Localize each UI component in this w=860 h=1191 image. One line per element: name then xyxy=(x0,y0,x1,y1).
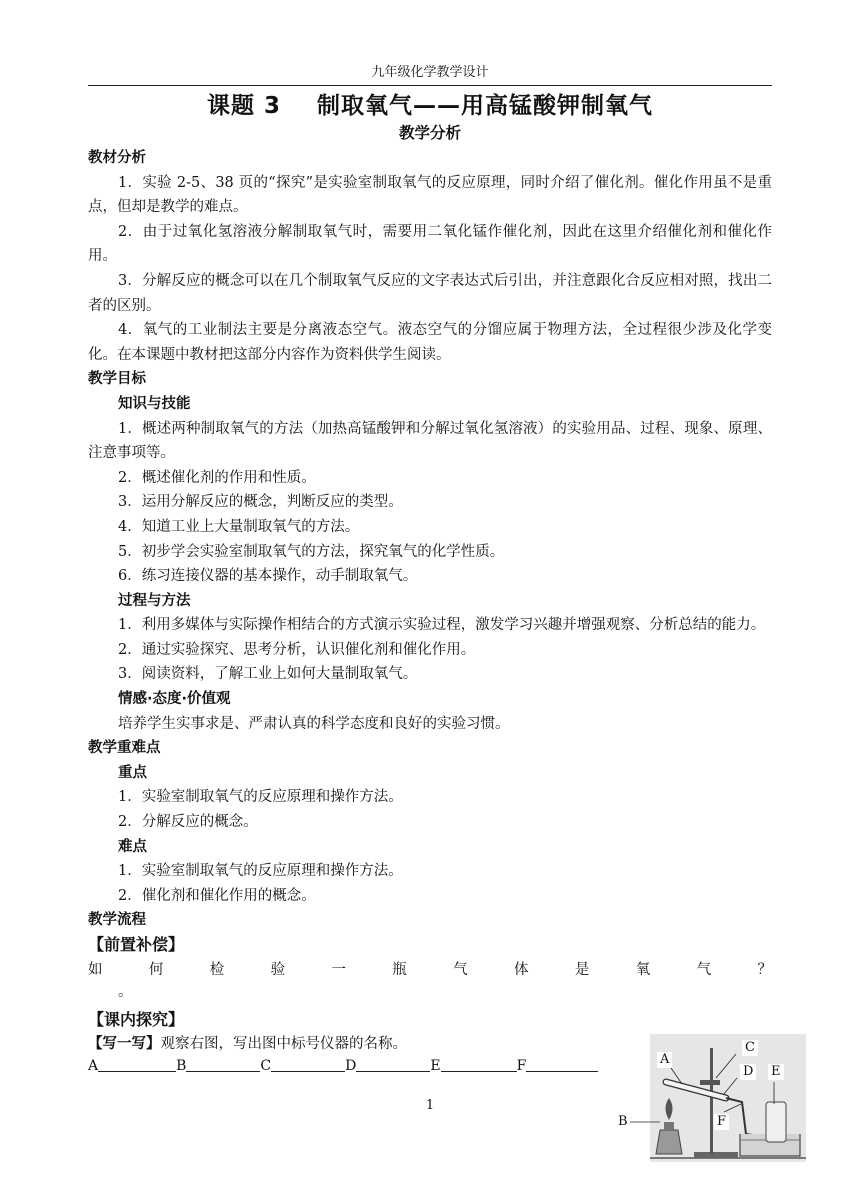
question-char: 如 xyxy=(88,961,103,978)
stand-base xyxy=(694,1152,738,1158)
knowledge-item: 6．练习连接仪器的基本操作，动手制取氧气。 xyxy=(118,568,418,585)
question-char: 体 xyxy=(514,961,529,978)
lesson-number: 课题 3 xyxy=(206,93,281,119)
blank-label-a: A xyxy=(88,1057,99,1074)
teaching-goals-heading: 教学目标 xyxy=(88,371,146,388)
blank-label-e: E xyxy=(430,1057,441,1074)
knowledge-item: 4．知道工业上大量制取氧气的方法。 xyxy=(118,518,360,535)
document-body xyxy=(88,146,772,1077)
knowledge-item: 5．初步学会实验室制取氧气的方法，探究氧气的化学性质。 xyxy=(118,543,505,560)
question-char: 验 xyxy=(270,961,286,978)
lesson-topic: 制取氧气——用高锰酸钾制氧气 xyxy=(317,93,653,119)
gas-collecting-bottle xyxy=(766,1102,786,1142)
write-task-label: 【写一写】 xyxy=(88,1035,161,1052)
focus-item: 2．分解反应的概念。 xyxy=(118,814,258,831)
material-paragraph: 3．分解反应的概念可以在几个制取氧气反应的文字表达式后引出，并注意跟化合反应相对照，找出二者的区别。 xyxy=(88,272,772,314)
knowledge-item: 3．运用分解反应的概念，判断反应的类型。 xyxy=(118,494,403,511)
answer-blank-f[interactable] xyxy=(526,1057,598,1072)
question-char: 检 xyxy=(209,961,225,978)
process-item: 3．阅读资料，了解工业上如何大量制取氧气。 xyxy=(118,666,418,683)
knowledge-item: 1．概述两种制取氧气的方法（加热高锰酸钾和分解过氧化氢溶液）的实验用品、过程、现象、原理、注意事项等。 xyxy=(88,420,772,462)
answer-blank-a[interactable] xyxy=(98,1057,176,1072)
inclass-heading: 【课内探究】 xyxy=(88,1010,185,1030)
process-item: 1．利用多媒体与实际操作相结合的方式演示实验过程，激发学习兴趣并增强观察、分析总结的能力。 xyxy=(118,617,766,634)
lesson-title xyxy=(88,90,772,122)
answer-blank-b[interactable] xyxy=(186,1057,260,1072)
apparatus-figure xyxy=(604,1034,808,1164)
alcohol-lamp xyxy=(656,1130,682,1154)
emotion-heading: 情感·态度·价值观 xyxy=(118,691,231,708)
question-char: 气 xyxy=(696,961,712,978)
figure-label-b: B xyxy=(618,1114,628,1129)
write-task-text: 观察右图，写出图中标号仪器的名称。 xyxy=(160,1035,407,1052)
question-char: 瓶 xyxy=(392,961,407,978)
answer-blank-c[interactable] xyxy=(271,1057,345,1072)
question-char: 是 xyxy=(574,961,590,978)
question-char: 一 xyxy=(331,961,346,978)
question-char: 氧 xyxy=(635,961,651,978)
process-item: 2．通过实验探究、思考分析，认识催化剂和催化作用。 xyxy=(118,641,476,658)
material-paragraph: 1．实验 2-5、38 页的“探究”是实验室制取氧气的反应原理，同时介绍了催化剂。催化作用虽不是重点，但却是教学的难点。 xyxy=(88,174,772,216)
question-char: 气 xyxy=(453,961,468,978)
process-heading: 过程与方法 xyxy=(118,592,191,609)
blank-label-d: D xyxy=(345,1057,357,1074)
apparatus-drawing xyxy=(604,1034,808,1164)
running-header: 九年级化学教学设计 xyxy=(371,65,489,80)
blank-label-c: C xyxy=(260,1057,272,1074)
knowledge-heading: 知识与技能 xyxy=(118,395,191,412)
figure-label-f: F xyxy=(714,1114,729,1130)
page-number: 1 xyxy=(425,1098,435,1113)
header-rule xyxy=(88,85,772,86)
lamp-cap xyxy=(664,1122,674,1130)
emotion-text: 培养学生实事求是、严肃认真的科学态度和良好的实验习惯。 xyxy=(118,715,510,732)
blank-label-b: B xyxy=(176,1057,187,1074)
figure-label-d: D xyxy=(740,1064,756,1080)
difficulty-item: 2．催化剂和催化作用的概念。 xyxy=(118,887,316,904)
flow-heading: 教学流程 xyxy=(88,912,146,929)
difficulty-item: 1．实验室制取氧气的反应原理和操作方法。 xyxy=(118,863,403,880)
focus-item: 1．实验室制取氧气的反应原理和操作方法。 xyxy=(118,789,403,806)
stand-rod xyxy=(710,1048,713,1154)
material-analysis-heading: 教材分析 xyxy=(88,150,146,166)
figure-label-c: C xyxy=(742,1040,758,1056)
focus-heading: 重点 xyxy=(118,764,147,781)
difficulty-heading: 难点 xyxy=(118,838,147,855)
material-paragraph: 4．氧气的工业制法主要是分离液态空气。液态空气的分馏应属于物理方法，全过程很少涉及化学变化。在本课题中教材把这部分内容作为资料供学生阅读。 xyxy=(88,322,772,363)
answer-blank-d[interactable] xyxy=(356,1057,430,1072)
section-subtitle: 教学分析 xyxy=(398,124,461,142)
pre-compensation-heading: 【前置补偿】 xyxy=(88,935,185,954)
key-points-heading: 教学重难点 xyxy=(88,740,161,757)
material-paragraph: 2．由于过氧化氢溶液分解制取氧气时，需要用二氧化锰作催化剂，因此在这里介绍催化剂和催化作用。 xyxy=(88,223,772,265)
answer-blank-e[interactable] xyxy=(441,1057,517,1072)
answer-blank-end: 。 xyxy=(118,984,133,1001)
figure-label-a: A xyxy=(657,1052,672,1068)
knowledge-item: 2．概述催化剂的作用和性质。 xyxy=(118,469,316,486)
question-char: 何 xyxy=(148,961,164,978)
figure-label-e: E xyxy=(768,1064,784,1080)
pre-question xyxy=(88,958,772,983)
blank-label-f: F xyxy=(516,1057,527,1074)
question-char: ？ xyxy=(757,961,772,978)
stand-clamp xyxy=(700,1080,720,1085)
